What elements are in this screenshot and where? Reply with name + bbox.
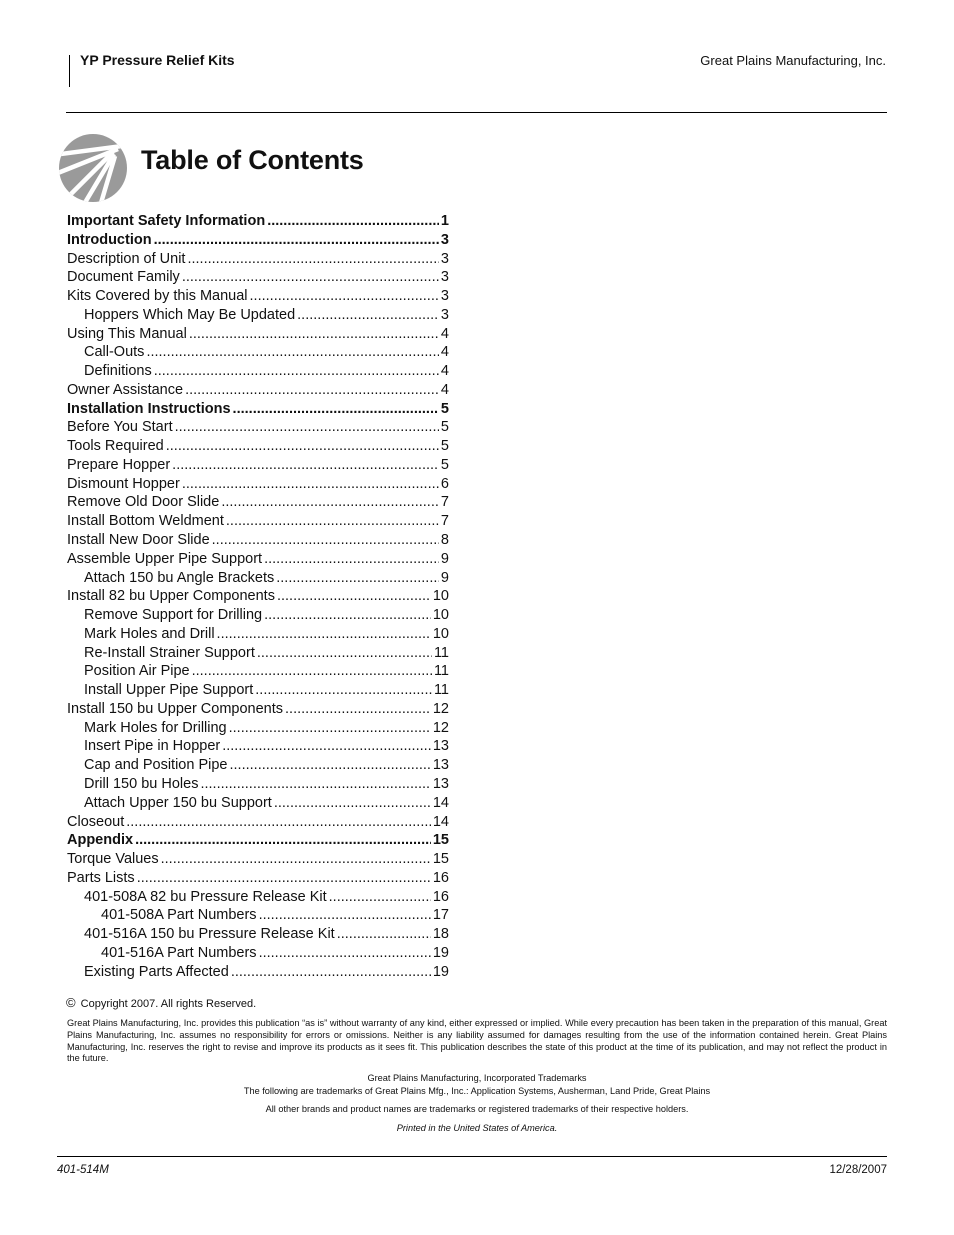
- toc-entry-page: 8: [440, 532, 449, 549]
- toc-entry-label: Definitions: [84, 363, 152, 380]
- toc-entry-page: 17: [432, 907, 449, 924]
- toc-entry-label: Owner Assistance: [67, 381, 184, 398]
- toc-entry-page: 5: [440, 438, 449, 455]
- toc-leader-dots: [135, 831, 431, 850]
- toc-entry[interactable]: [67, 644, 449, 663]
- toc-leader-dots: [221, 493, 439, 512]
- toc-entry-label: Introduction: [67, 231, 152, 248]
- toc-entry-page: 15: [432, 851, 449, 868]
- toc-leader-dots: [297, 306, 439, 325]
- toc-entry-page: 11: [433, 644, 449, 661]
- toc-leader-dots: [175, 418, 439, 437]
- toc-entry-page: 12: [432, 719, 449, 736]
- toc-entry-label: Remove Support for Drilling: [84, 607, 263, 624]
- toc-entry[interactable]: [67, 456, 449, 475]
- toc-entry-label: Torque Values: [67, 851, 159, 868]
- toc-leader-dots: [217, 625, 431, 644]
- toc-leader-dots: [264, 606, 431, 625]
- toc-entry-label: Parts Lists: [67, 869, 135, 886]
- toc-entry-page: 19: [432, 944, 449, 961]
- toc-entry-page: 3: [440, 269, 449, 286]
- toc-entry-label: Attach 150 bu Angle Brackets: [84, 569, 275, 586]
- toc-entry-page: 19: [432, 963, 449, 980]
- header-company: Great Plains Manufacturing, Inc.: [700, 53, 886, 68]
- toc-entry-page: 5: [440, 419, 449, 436]
- toc-entry-page: 18: [432, 926, 449, 943]
- toc-leader-dots: [229, 719, 431, 738]
- toc-leader-dots: [259, 906, 431, 925]
- toc-entry[interactable]: [67, 268, 449, 287]
- toc-entry-label: Call-Outs: [84, 344, 145, 361]
- copyright-text: Copyright 2007. All rights Reserved.: [80, 998, 257, 1010]
- toc-entry-label: Install 82 bu Upper Components: [67, 588, 275, 605]
- toc-entry-page: 15: [432, 832, 449, 849]
- toc-entry-label: Install Upper Pipe Support: [84, 682, 254, 699]
- toc-entry-label: 401-516A Part Numbers: [101, 944, 257, 961]
- toc-leader-dots: [187, 250, 438, 269]
- toc-entry-label: Remove Old Door Slide: [67, 494, 220, 511]
- toc-entry[interactable]: [67, 550, 449, 569]
- toc-entry-page: 3: [440, 306, 449, 323]
- toc-entry-page: 10: [432, 625, 449, 642]
- toc-entry-page: 12: [432, 700, 449, 717]
- toc-leader-dots: [146, 343, 438, 362]
- toc-entry[interactable]: [67, 512, 449, 531]
- toc-entry[interactable]: [67, 944, 449, 963]
- toc-entry-label: Re-Install Strainer Support: [84, 644, 255, 661]
- toc-leader-dots: [126, 813, 431, 832]
- toc-leader-dots: [182, 475, 439, 494]
- toc-entry[interactable]: [67, 606, 449, 625]
- page-title: Table of Contents: [141, 145, 364, 175]
- toc-entry-label: 401-516A 150 bu Pressure Release Kit: [84, 926, 335, 943]
- toc-leader-dots: [189, 325, 439, 344]
- header-marker-bar: [69, 55, 70, 87]
- toc-entry[interactable]: [67, 250, 449, 269]
- toc-entry[interactable]: [67, 906, 449, 925]
- toc-entry-page: 3: [440, 250, 449, 267]
- toc-entry-page: 16: [432, 888, 449, 905]
- toc-entry-label: Mark Holes for Drilling: [84, 719, 227, 736]
- table-of-contents: [67, 212, 449, 981]
- trademarks-list: The following are trademarks of Great Plains Mfg., Inc.: Application Systems, Ausherman, Land Pride, Great Plains: [243, 1086, 711, 1096]
- toc-entry-label: Position Air Pipe: [84, 663, 190, 680]
- toc-leader-dots: [185, 381, 439, 400]
- toc-entry-page: 6: [440, 475, 449, 492]
- toc-leader-dots: [257, 644, 432, 663]
- toc-entry[interactable]: [67, 963, 449, 982]
- toc-entry-page: 9: [440, 569, 449, 586]
- toc-leader-dots: [264, 550, 439, 569]
- toc-entry-page: 7: [440, 513, 449, 530]
- toc-leader-dots: [250, 287, 439, 306]
- toc-leader-dots: [226, 512, 439, 531]
- toc-entry[interactable]: [67, 850, 449, 869]
- toc-leader-dots: [255, 681, 432, 700]
- copyright-line: [66, 995, 256, 1010]
- toc-leader-dots: [222, 737, 431, 756]
- toc-entry-label: Insert Pipe in Hopper: [84, 738, 221, 755]
- header-rule: [66, 112, 887, 113]
- toc-entry-label: Installation Instructions: [67, 400, 231, 417]
- toc-entry[interactable]: [67, 756, 449, 775]
- toc-leader-dots: [192, 662, 432, 681]
- header-title: YP Pressure Relief Kits: [80, 52, 235, 68]
- toc-entry[interactable]: [67, 381, 449, 400]
- toc-entry-page: 5: [440, 400, 449, 417]
- toc-entry-page: 3: [440, 288, 449, 305]
- toc-leader-dots: [329, 888, 431, 907]
- document-number: 401-514M: [57, 1164, 109, 1176]
- toc-entry-label: Appendix: [67, 832, 134, 849]
- document-date: 12/28/2007: [829, 1164, 887, 1176]
- toc-entry-label: Install New Door Slide: [67, 532, 210, 549]
- toc-entry-page: 13: [432, 757, 449, 774]
- toc-entry[interactable]: [67, 418, 449, 437]
- toc-entry-label: Assemble Upper Pipe Support: [67, 550, 263, 567]
- toc-leader-dots: [285, 700, 431, 719]
- toc-entry[interactable]: [67, 737, 449, 756]
- copyright-symbol: ©: [66, 995, 76, 1010]
- toc-leader-dots: [276, 569, 439, 588]
- disclaimer-paragraph: Great Plains Manufacturing, Inc. provides this publication “as is” without warranty of any kind, either expressed or implied. While every precaution has been taken in the preparation of this manual, Great Plains Manufacturing, Inc. assumes no responsibility for errors or omissions. Neither is any liability assumed for damages resulting from the use of the information contained herein. Great Plains Manufacturing, Inc. reserves the right to revise and improve its products as it sees fit. This publication describes the state of this product at the time of its publication, and may not reflect the product in the future.: [67, 1018, 887, 1064]
- toc-entry[interactable]: [67, 493, 449, 512]
- toc-leader-dots: [277, 587, 431, 606]
- toc-entry[interactable]: [67, 925, 449, 944]
- toc-leader-dots: [200, 775, 430, 794]
- toc-entry[interactable]: [67, 231, 449, 250]
- toc-leader-dots: [274, 794, 431, 813]
- footer-rule: [57, 1156, 887, 1157]
- toc-entry[interactable]: [67, 719, 449, 738]
- toc-entry-page: 5: [440, 456, 449, 473]
- toc-entry-label: Description of Unit: [67, 250, 186, 267]
- trademarks-others: All other brands and product names are trademarks or registered trademarks of their respective holders.: [265, 1104, 689, 1114]
- toc-leader-dots: [182, 268, 439, 287]
- toc-entry[interactable]: [67, 700, 449, 719]
- toc-entry-page: 14: [432, 813, 449, 830]
- toc-entry[interactable]: [67, 437, 449, 456]
- toc-entry[interactable]: [67, 325, 449, 344]
- toc-entry-label: Using This Manual: [67, 325, 187, 342]
- toc-leader-dots: [230, 756, 431, 775]
- toc-entry-page: 14: [432, 794, 449, 811]
- toc-leader-dots: [137, 869, 431, 888]
- toc-entry-label: Prepare Hopper: [67, 456, 171, 473]
- toc-entry-label: Existing Parts Affected: [84, 963, 229, 980]
- toc-entry-label: Drill 150 bu Holes: [84, 775, 199, 792]
- toc-leader-dots: [259, 944, 431, 963]
- toc-entry-label: 401-508A Part Numbers: [101, 907, 257, 924]
- toc-leader-dots: [337, 925, 431, 944]
- printed-in: Printed in the United States of America.: [396, 1123, 558, 1133]
- toc-entry-label: Hoppers Which May Be Updated: [84, 306, 296, 323]
- toc-entry-page: 4: [440, 325, 449, 342]
- toc-entry-page: 4: [440, 363, 449, 380]
- toc-leader-dots: [267, 212, 439, 231]
- toc-leader-dots: [172, 456, 439, 475]
- toc-entry-label: Tools Required: [67, 438, 164, 455]
- toc-entry-page: 16: [432, 869, 449, 886]
- toc-entry-label: Install 150 bu Upper Components: [67, 700, 284, 717]
- trademarks-heading: Great Plains Manufacturing, Incorporated Trademarks: [367, 1073, 587, 1083]
- toc-entry[interactable]: [67, 662, 449, 681]
- toc-entry[interactable]: [67, 888, 449, 907]
- toc-leader-dots: [212, 531, 439, 550]
- toc-entry-page: 13: [432, 738, 449, 755]
- toc-entry[interactable]: [67, 306, 449, 325]
- toc-leader-dots: [233, 400, 439, 419]
- toc-entry-page: 10: [432, 607, 449, 624]
- toc-entry[interactable]: [67, 775, 449, 794]
- toc-entry-label: Cap and Position Pipe: [84, 757, 228, 774]
- toc-entry-label: Closeout: [67, 813, 125, 830]
- toc-entry[interactable]: [67, 625, 449, 644]
- toc-entry-page: 7: [440, 494, 449, 511]
- toc-entry[interactable]: [67, 475, 449, 494]
- toc-entry-page: 3: [440, 231, 449, 248]
- toc-entry[interactable]: [67, 587, 449, 606]
- toc-entry-label: Mark Holes and Drill: [84, 625, 215, 642]
- toc-entry[interactable]: [67, 869, 449, 888]
- toc-entry-label: Attach Upper 150 bu Support: [84, 794, 272, 811]
- toc-entry-page: 10: [432, 588, 449, 605]
- toc-entry[interactable]: [67, 569, 449, 588]
- toc-entry-page: 13: [432, 775, 449, 792]
- toc-entry[interactable]: [67, 794, 449, 813]
- toc-entry-page: 1: [440, 213, 449, 229]
- toc-entry[interactable]: [67, 343, 449, 362]
- toc-entry[interactable]: [67, 287, 449, 306]
- toc-leader-dots: [166, 437, 439, 456]
- toc-entry-label: Install Bottom Weldment: [67, 513, 224, 530]
- toc-entry-label: Dismount Hopper: [67, 475, 180, 492]
- toc-entry-page: 4: [440, 344, 449, 361]
- toc-entry[interactable]: [67, 362, 449, 381]
- toc-leader-dots: [154, 362, 439, 381]
- toc-leader-dots: [154, 231, 439, 250]
- toc-entry[interactable]: [67, 400, 449, 419]
- toc-leader-dots: [231, 963, 431, 982]
- toc-entry[interactable]: [67, 212, 449, 231]
- toc-entry-page: 11: [433, 663, 449, 680]
- toc-entry[interactable]: [67, 531, 449, 550]
- toc-entry-label: 401-508A 82 bu Pressure Release Kit: [84, 888, 327, 905]
- toc-entry-label: Important Safety Information: [67, 213, 266, 229]
- toc-entry-page: 9: [440, 550, 449, 567]
- toc-leader-dots: [161, 850, 431, 869]
- toc-entry-label: Kits Covered by this Manual: [67, 288, 248, 305]
- toc-entry-page: 11: [433, 682, 449, 699]
- great-plains-logo-icon: [58, 133, 128, 203]
- toc-entry-label: Document Family: [67, 269, 180, 286]
- toc-entry-page: 4: [440, 381, 449, 398]
- toc-entry-label: Before You Start: [67, 419, 173, 436]
- toc-entry[interactable]: [67, 813, 449, 832]
- toc-entry[interactable]: [67, 831, 449, 850]
- toc-entry[interactable]: [67, 681, 449, 700]
